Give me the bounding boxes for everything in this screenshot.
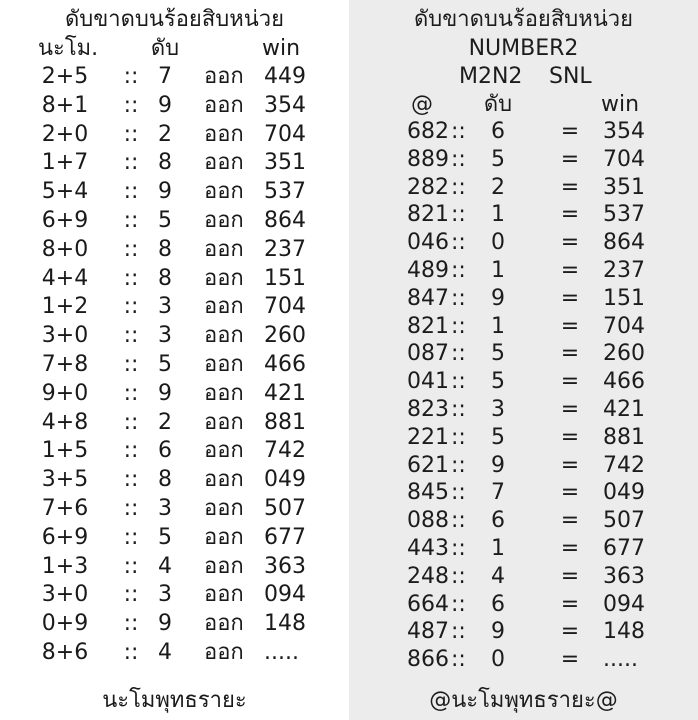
row-win: 742 bbox=[264, 438, 306, 464]
row-digit: 1 bbox=[491, 202, 505, 228]
row-pair: 1+3 bbox=[41, 553, 89, 579]
row-pair: 3+0 bbox=[41, 582, 89, 608]
row-digit: 6 bbox=[491, 508, 505, 534]
row-pair: 8+0 bbox=[41, 236, 89, 262]
table-row bbox=[0, 150, 349, 178]
row-label: ออก bbox=[204, 121, 244, 147]
row-digit: 2 bbox=[491, 174, 505, 200]
row-digit: 5 bbox=[158, 352, 172, 377]
row-number: 682 bbox=[407, 119, 449, 144]
row-separator: :: bbox=[123, 496, 139, 521]
table-row bbox=[349, 258, 698, 286]
table-row bbox=[349, 480, 698, 508]
row-separator: :: bbox=[123, 323, 139, 349]
row-separator: :: bbox=[123, 524, 139, 550]
table-row bbox=[0, 640, 349, 668]
row-equals: = bbox=[560, 341, 580, 367]
row-digit: 1 bbox=[491, 313, 505, 339]
row-pair: 2+5 bbox=[41, 64, 89, 89]
row-label: ออก bbox=[204, 496, 244, 521]
row-label: ออก bbox=[204, 582, 244, 608]
row-pair: 8+6 bbox=[41, 640, 89, 665]
row-win: 677 bbox=[603, 536, 645, 561]
table-row bbox=[0, 582, 349, 610]
row-equals: = bbox=[560, 258, 580, 283]
row-pair: 7+8 bbox=[41, 352, 89, 377]
row-digit: 3 bbox=[158, 323, 172, 349]
row-win: 864 bbox=[264, 208, 306, 233]
row-digit: 9 bbox=[158, 179, 172, 205]
left-header-pair: นะโม. bbox=[38, 36, 99, 61]
table-row bbox=[0, 237, 349, 265]
row-win: 151 bbox=[603, 285, 645, 311]
table-row bbox=[0, 179, 349, 207]
row-equals: = bbox=[560, 591, 580, 617]
row-separator: :: bbox=[123, 265, 139, 291]
row-separator: :: bbox=[451, 369, 466, 395]
table-row bbox=[349, 175, 698, 203]
row-win: 421 bbox=[603, 397, 645, 422]
row-pair: 9+0 bbox=[41, 380, 89, 406]
row-digit: 9 bbox=[491, 285, 505, 311]
row-digit: 5 bbox=[491, 369, 505, 395]
row-win: 260 bbox=[264, 323, 306, 349]
table-row bbox=[349, 453, 698, 481]
row-separator: :: bbox=[451, 480, 466, 506]
table-row bbox=[349, 314, 698, 342]
row-number: 248 bbox=[407, 563, 449, 589]
row-digit: 9 bbox=[158, 380, 172, 406]
table-row bbox=[349, 202, 698, 230]
row-number: 889 bbox=[407, 146, 449, 172]
row-win: ..... bbox=[603, 647, 638, 673]
table-row bbox=[349, 425, 698, 453]
row-digit: 3 bbox=[491, 397, 505, 422]
row-separator: :: bbox=[451, 647, 466, 673]
row-win: 537 bbox=[603, 202, 645, 228]
row-label: ออก bbox=[204, 179, 244, 205]
row-pair: 3+5 bbox=[41, 467, 89, 493]
table-row bbox=[0, 266, 349, 294]
row-label: ออก bbox=[204, 208, 244, 233]
row-separator: :: bbox=[123, 467, 139, 493]
row-pair: 6+9 bbox=[41, 208, 89, 233]
row-label: ออก bbox=[204, 265, 244, 291]
row-number: 282 bbox=[407, 174, 449, 200]
row-equals: = bbox=[560, 369, 580, 395]
row-separator: :: bbox=[451, 619, 466, 645]
row-digit: 0 bbox=[491, 230, 505, 256]
row-separator: :: bbox=[451, 341, 466, 367]
row-number: 041 bbox=[407, 369, 449, 395]
row-digit: 1 bbox=[491, 536, 505, 561]
row-win: 148 bbox=[264, 611, 306, 637]
right-header-at: @ bbox=[411, 92, 433, 117]
row-separator: :: bbox=[123, 121, 139, 147]
row-digit: 6 bbox=[491, 119, 505, 144]
row-label: ออก bbox=[204, 611, 244, 637]
row-win: 363 bbox=[264, 553, 306, 579]
row-digit: 9 bbox=[491, 452, 505, 478]
row-equals: = bbox=[560, 647, 580, 673]
row-digit: 5 bbox=[158, 524, 172, 550]
row-digit: 3 bbox=[158, 294, 172, 320]
row-number: 821 bbox=[407, 202, 449, 228]
row-separator: :: bbox=[123, 294, 139, 320]
row-equals: = bbox=[560, 285, 580, 311]
table-row bbox=[349, 147, 698, 175]
row-number: 821 bbox=[407, 313, 449, 339]
row-separator: :: bbox=[123, 553, 139, 579]
row-digit: 3 bbox=[158, 496, 172, 521]
row-digit: 7 bbox=[158, 64, 172, 89]
row-number: 088 bbox=[407, 508, 449, 534]
row-equals: = bbox=[560, 508, 580, 534]
row-separator: :: bbox=[123, 582, 139, 608]
row-win: 237 bbox=[603, 258, 645, 283]
table-row bbox=[349, 508, 698, 536]
right-tag-m2n2: M2N2 bbox=[459, 64, 523, 89]
row-digit: 8 bbox=[158, 150, 172, 176]
row-digit: 5 bbox=[491, 424, 505, 450]
row-separator: :: bbox=[123, 208, 139, 233]
table-row bbox=[0, 64, 349, 92]
row-number: 087 bbox=[407, 341, 449, 367]
row-win: 704 bbox=[603, 146, 645, 172]
table-row bbox=[0, 323, 349, 351]
row-label: ออก bbox=[204, 323, 244, 349]
row-pair: 6+9 bbox=[41, 524, 89, 550]
row-separator: :: bbox=[123, 611, 139, 637]
row-separator: :: bbox=[123, 64, 139, 89]
row-win: 260 bbox=[603, 341, 645, 367]
row-win: 881 bbox=[603, 424, 645, 450]
table-row bbox=[349, 619, 698, 647]
row-win: 049 bbox=[603, 480, 645, 506]
row-win: 363 bbox=[603, 563, 645, 589]
row-separator: :: bbox=[451, 508, 466, 534]
row-equals: = bbox=[560, 230, 580, 256]
table-row bbox=[0, 438, 349, 466]
row-label: ออก bbox=[204, 150, 244, 176]
table-row bbox=[349, 369, 698, 397]
row-win: 421 bbox=[264, 380, 306, 406]
row-separator: :: bbox=[451, 146, 466, 172]
row-win: 466 bbox=[603, 369, 645, 395]
row-win: 704 bbox=[264, 121, 306, 147]
row-separator: :: bbox=[451, 424, 466, 450]
row-separator: :: bbox=[451, 119, 466, 144]
row-win: 354 bbox=[603, 119, 645, 144]
row-equals: = bbox=[560, 480, 580, 506]
row-equals: = bbox=[560, 536, 580, 561]
row-separator: :: bbox=[451, 285, 466, 311]
table-row bbox=[0, 496, 349, 524]
row-equals: = bbox=[560, 146, 580, 172]
table-row bbox=[349, 341, 698, 369]
row-number: 046 bbox=[407, 230, 449, 256]
row-separator: :: bbox=[123, 380, 139, 406]
left-footer: นะโมพุทธรายะ bbox=[102, 688, 247, 713]
row-number: 621 bbox=[407, 452, 449, 478]
row-separator: :: bbox=[123, 236, 139, 262]
row-win: 704 bbox=[264, 294, 306, 320]
table-row bbox=[0, 294, 349, 322]
row-pair: 2+0 bbox=[41, 121, 89, 147]
row-number: 845 bbox=[407, 480, 449, 506]
row-number: 443 bbox=[407, 536, 449, 561]
row-digit: 9 bbox=[158, 611, 172, 637]
row-separator: :: bbox=[451, 202, 466, 228]
row-win: 351 bbox=[264, 150, 306, 176]
row-equals: = bbox=[560, 119, 580, 144]
row-win: 507 bbox=[603, 508, 645, 534]
row-equals: = bbox=[560, 174, 580, 200]
table-row bbox=[0, 611, 349, 639]
row-label: ออก bbox=[204, 64, 244, 89]
row-win: 354 bbox=[264, 92, 306, 118]
right-subtitle: NUMBER2 bbox=[468, 36, 579, 61]
row-label: ออก bbox=[204, 553, 244, 579]
table-row bbox=[0, 352, 349, 380]
table-row bbox=[0, 410, 349, 438]
row-separator: :: bbox=[123, 179, 139, 205]
row-equals: = bbox=[560, 424, 580, 450]
row-digit: 5 bbox=[158, 208, 172, 233]
row-label: ออก bbox=[204, 352, 244, 377]
row-separator: :: bbox=[451, 174, 466, 200]
table-row bbox=[349, 564, 698, 592]
row-win: 704 bbox=[603, 313, 645, 339]
row-pair: 3+0 bbox=[41, 323, 89, 349]
row-digit: 4 bbox=[158, 553, 172, 579]
row-label: ออก bbox=[204, 380, 244, 406]
row-win: 449 bbox=[264, 64, 306, 89]
row-pair: 1+7 bbox=[41, 150, 89, 176]
row-equals: = bbox=[560, 202, 580, 228]
row-digit: 8 bbox=[158, 236, 172, 262]
table-row bbox=[349, 536, 698, 564]
row-win: 742 bbox=[603, 452, 645, 478]
row-win: ..... bbox=[264, 640, 299, 665]
row-number: 847 bbox=[407, 285, 449, 311]
row-win: 351 bbox=[603, 174, 645, 200]
row-number: 664 bbox=[407, 591, 449, 617]
row-pair: 8+1 bbox=[41, 92, 89, 118]
row-label: ออก bbox=[204, 467, 244, 493]
row-separator: :: bbox=[123, 640, 139, 665]
row-digit: 5 bbox=[491, 146, 505, 172]
table-row bbox=[349, 397, 698, 425]
row-number: 823 bbox=[407, 397, 449, 422]
row-label: ออก bbox=[204, 409, 244, 435]
table-row bbox=[0, 467, 349, 495]
row-digit: 7 bbox=[491, 480, 505, 506]
row-digit: 0 bbox=[491, 647, 505, 673]
row-label: ออก bbox=[204, 438, 244, 464]
row-win: 148 bbox=[603, 619, 645, 645]
row-separator: :: bbox=[451, 452, 466, 478]
row-label: ออก bbox=[204, 294, 244, 320]
right-header-digit: ดับ bbox=[483, 92, 513, 117]
right-panel bbox=[349, 0, 698, 720]
row-separator: :: bbox=[451, 258, 466, 283]
row-separator: :: bbox=[451, 563, 466, 589]
row-pair: 0+9 bbox=[41, 611, 89, 637]
right-footer: @นะโมพุทธรายะ@ bbox=[429, 688, 618, 713]
table-row bbox=[0, 208, 349, 236]
right-header-win: win bbox=[601, 92, 640, 117]
row-separator: :: bbox=[451, 397, 466, 422]
row-digit: 1 bbox=[491, 258, 505, 283]
table-row bbox=[349, 592, 698, 620]
row-separator: :: bbox=[123, 92, 139, 118]
row-label: ออก bbox=[204, 92, 244, 118]
right-title: ดับขาดบนร้อยสิบหน่วย bbox=[413, 7, 634, 32]
row-separator: :: bbox=[451, 536, 466, 561]
row-digit: 9 bbox=[491, 619, 505, 645]
row-win: 151 bbox=[264, 265, 306, 291]
row-win: 094 bbox=[603, 591, 645, 617]
row-digit: 2 bbox=[158, 409, 172, 435]
right-tag-snl: SNL bbox=[549, 64, 592, 89]
row-number: 489 bbox=[407, 258, 449, 283]
row-equals: = bbox=[560, 452, 580, 478]
row-separator: :: bbox=[123, 150, 139, 176]
row-pair: 1+5 bbox=[41, 438, 89, 464]
row-win: 864 bbox=[603, 230, 645, 256]
row-label: ออก bbox=[204, 524, 244, 550]
row-label: ออก bbox=[204, 640, 244, 665]
row-separator: :: bbox=[123, 409, 139, 435]
table-row bbox=[349, 647, 698, 675]
row-pair: 1+2 bbox=[41, 294, 89, 320]
row-digit: 5 bbox=[491, 341, 505, 367]
table-row bbox=[349, 286, 698, 314]
row-win: 049 bbox=[264, 467, 306, 493]
row-separator: :: bbox=[451, 230, 466, 256]
row-digit: 4 bbox=[491, 563, 505, 589]
left-header-win: win bbox=[262, 36, 301, 61]
table-row bbox=[0, 554, 349, 582]
row-number: 866 bbox=[407, 647, 449, 673]
row-digit: 4 bbox=[158, 640, 172, 665]
row-equals: = bbox=[560, 619, 580, 645]
row-separator: :: bbox=[451, 313, 466, 339]
row-digit: 9 bbox=[158, 92, 172, 118]
left-header-digit: ดับ bbox=[150, 36, 180, 61]
row-win: 537 bbox=[264, 179, 306, 205]
row-separator: :: bbox=[451, 591, 466, 617]
row-number: 221 bbox=[407, 424, 449, 450]
row-pair: 4+4 bbox=[41, 265, 89, 291]
row-number: 487 bbox=[407, 619, 449, 645]
row-digit: 3 bbox=[158, 582, 172, 608]
row-label: ออก bbox=[204, 236, 244, 262]
row-win: 237 bbox=[264, 236, 306, 262]
row-pair: 5+4 bbox=[41, 179, 89, 205]
row-digit: 6 bbox=[158, 438, 172, 464]
row-equals: = bbox=[560, 397, 580, 422]
row-win: 677 bbox=[264, 524, 306, 550]
row-win: 881 bbox=[264, 409, 306, 435]
row-equals: = bbox=[560, 563, 580, 589]
left-title: ดับขาดบนร้อยสิบหน่วย bbox=[64, 7, 285, 32]
table-row bbox=[349, 119, 698, 147]
row-win: 094 bbox=[264, 582, 306, 608]
row-pair: 4+8 bbox=[41, 409, 89, 435]
row-digit: 2 bbox=[158, 121, 172, 147]
row-digit: 8 bbox=[158, 265, 172, 291]
row-digit: 6 bbox=[491, 591, 505, 617]
table-row bbox=[349, 230, 698, 258]
table-row bbox=[0, 122, 349, 150]
table-row bbox=[0, 93, 349, 121]
table-row bbox=[0, 381, 349, 409]
table-row bbox=[0, 525, 349, 553]
row-win: 466 bbox=[264, 352, 306, 377]
row-equals: = bbox=[560, 313, 580, 339]
row-separator: :: bbox=[123, 438, 139, 464]
row-pair: 7+6 bbox=[41, 496, 89, 521]
row-separator: :: bbox=[123, 352, 139, 377]
row-win: 507 bbox=[264, 496, 306, 521]
row-digit: 8 bbox=[158, 467, 172, 493]
